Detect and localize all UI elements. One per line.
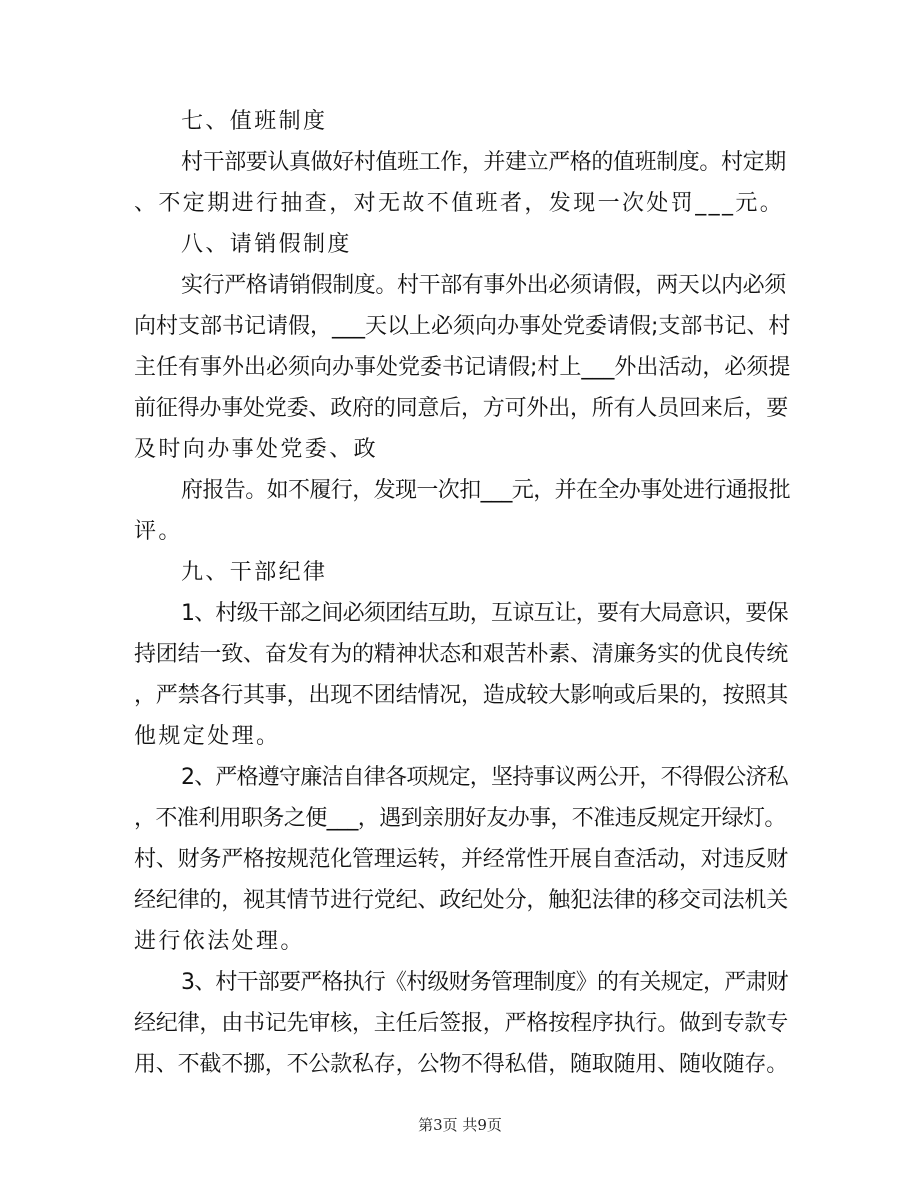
paragraph-line: 、不定期进行抽查，对无故不值班者，发现一次处罚___元。 xyxy=(134,191,785,216)
heading-duty-system: 七、值班制度 xyxy=(181,109,328,134)
paragraph-line: ，严禁各行其事，出现不团结情况，造成较大影响或后果的，按照其 xyxy=(134,683,789,708)
paragraph-line: 经纪律，由书记先审核，主任后签报，严格按程序执行。做到专款专 xyxy=(134,1011,789,1036)
paragraph-line: 用、不截不挪，不公款私存，公物不得私借，随取随用、随收随存。 xyxy=(134,1052,789,1077)
heading-cadre-discipline: 九、干部纪律 xyxy=(181,560,328,585)
paragraph-line: 进行依法处理。 xyxy=(134,929,305,954)
paragraph-line: 实行严格请销假制度。村干部有事外出必须请假，两天以内必须 xyxy=(181,273,786,298)
page-footer: 第3页 共9页 xyxy=(418,1116,502,1134)
paragraph-line: 村干部要认真做好村值班工作，并建立严格的值班制度。村定期 xyxy=(181,150,786,175)
paragraph-line: 府报告。如不履行，发现一次扣___元，并在全办事处进行通报批 xyxy=(181,478,791,503)
paragraph-line: ，不准利用职务之便___，遇到亲朋好友办事，不准违反规定开绿灯。 xyxy=(134,806,786,831)
heading-leave-system: 八、请销假制度 xyxy=(181,232,352,257)
paragraph-line: 他规定处理。 xyxy=(134,724,281,749)
paragraph-line: 主任有事外出必须向办事处党委书记请假;村上___外出活动，必须提 xyxy=(134,355,791,380)
paragraph-line: 评。 xyxy=(134,519,183,544)
paragraph-line: 及时向办事处党委、政 xyxy=(134,437,379,462)
paragraph-line: 2、严格遵守廉洁自律各项规定，坚持事议两公开，不得假公济私 xyxy=(181,765,788,790)
paragraph-line: 1、村级干部之间必须团结互助，互谅互让，要有大局意识，要保 xyxy=(181,601,788,626)
paragraph-line: 持团结一致、奋发有为的精神状态和艰苦朴素、清廉务实的优良传统 xyxy=(134,642,789,667)
paragraph-line: 村、财务严格按规范化管理运转，并经常性开展自查活动，对违反财 xyxy=(134,847,789,872)
paragraph-line: 前征得办事处党委、政府的同意后，方可外出，所有人员回来后，要 xyxy=(134,396,789,421)
paragraph-line: 经纪律的，视其情节进行党纪、政纪处分，触犯法律的移交司法机关 xyxy=(134,888,789,913)
paragraph-line: 向村支部书记请假，___天以上必须向办事处党委请假;支部书记、村 xyxy=(134,314,791,339)
paragraph-line: 3、村干部要严格执行《村级财务管理制度》的有关规定，严肃财 xyxy=(181,970,788,995)
